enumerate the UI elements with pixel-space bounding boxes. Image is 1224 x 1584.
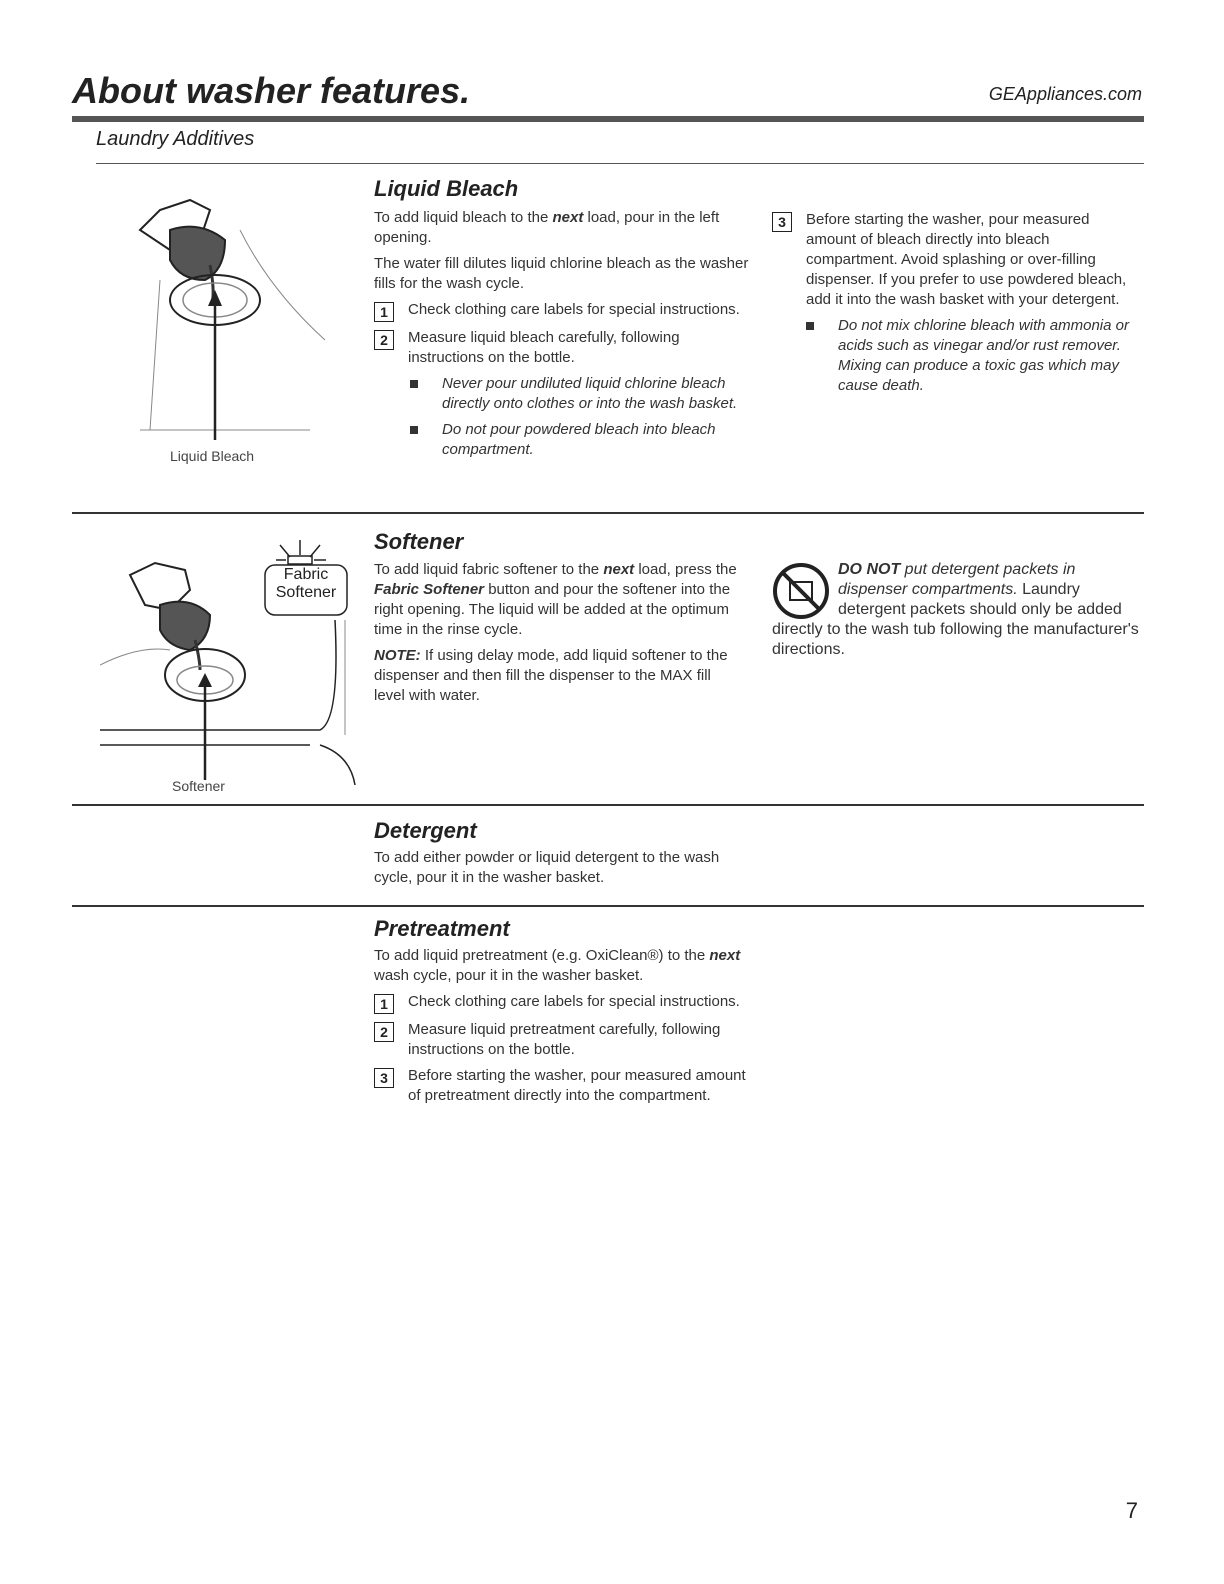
- site-url: GEAppliances.com: [988, 84, 1142, 104]
- header-rule: [72, 116, 1144, 122]
- divider: [96, 163, 1144, 164]
- detergent-heading: Detergent: [374, 818, 477, 843]
- softener-heading: Softener: [374, 529, 464, 554]
- pretreatment-intro: To add liquid pretreatment (e.g. OxiClean®) to the next wash cycle, pour it in the washer basket.: [374, 947, 741, 984]
- bleach-step-2: 2 Measure liquid bleach carefully, following instructions on the bottle.: [374, 328, 754, 368]
- pretreatment-body: [374, 946, 754, 1112]
- liquid-bleach-illustration: [130, 170, 330, 450]
- bleach-bullet-2: Do not pour powdered bleach into bleach compartment.: [410, 420, 754, 460]
- page-number: 7: [1125, 1498, 1138, 1523]
- fabric-softener-button-label: Fabric Softener: [275, 566, 337, 601]
- bleach-step-1: 1 Check clothing care labels for special instructions.: [374, 300, 754, 322]
- detergent-body: [374, 848, 734, 894]
- bleach-warning: Do not mix chlorine bleach with ammonia or acids such as vinegar and/or rust remover. Mixing can produce a toxic gas which may cause death.: [806, 316, 1132, 396]
- page-title: About washer features.: [72, 70, 471, 111]
- bleach-step-3: 3 Before starting the washer, pour measured amount of bleach directly into bleach compartment. Avoid splashing or over-filling dispenser. If you prefer to use powdered bleach, add it into the wash basket with your detergent.: [772, 210, 1132, 310]
- softener-note: NOTE: If using delay mode, add liquid softener to the dispenser and then fill the dispenser to the MAX fill level with water.: [374, 647, 728, 704]
- softener-intro: To add liquid fabric softener to the next load, press the Fabric Softener button and pour the softener into the right opening. The liquid will be added at the optimum time in the rinse cycle.: [374, 561, 737, 638]
- liquid-bleach-para2: The water fill dilutes liquid chlorine bleach as the washer fills for the wash cycle.: [374, 255, 749, 292]
- pretreatment-heading: Pretreatment: [374, 916, 510, 941]
- divider: [72, 804, 1144, 806]
- pretreatment-step-1: 1 Check clothing care labels for special instructions.: [374, 992, 754, 1014]
- liquid-bleach-col2: [772, 206, 1132, 402]
- section-subtitle: Laundry Additives: [96, 128, 255, 150]
- pretreatment-step-3: 3 Before starting the washer, pour measured amount of pretreatment directly into the compartment.: [374, 1066, 754, 1106]
- softener-caption: Softener: [172, 778, 225, 794]
- liquid-bleach-body: [374, 208, 754, 466]
- detergent-text: To add either powder or liquid detergent to the wash cycle, pour it in the washer basket.: [374, 849, 720, 886]
- detergent-packet-warning: DO NOT put detergent packets in dispenser compartments. Laundry detergent packets should only be added directly to the wash tub following the manufacturer's directions.: [772, 561, 1139, 658]
- softener-body: [374, 560, 744, 712]
- divider: [72, 905, 1144, 907]
- pretreatment-step-2: 2 Measure liquid pretreatment carefully, following instructions on the bottle.: [374, 1020, 754, 1060]
- liquid-bleach-heading: Liquid Bleach: [374, 176, 519, 201]
- bleach-bullet-1: Never pour undiluted liquid chlorine bleach directly onto clothes or into the wash basket.: [410, 374, 754, 414]
- divider: [72, 512, 1144, 514]
- liquid-bleach-intro: To add liquid bleach to the next load, pour in the left opening.: [374, 209, 720, 246]
- liquid-bleach-caption: Liquid Bleach: [170, 448, 255, 464]
